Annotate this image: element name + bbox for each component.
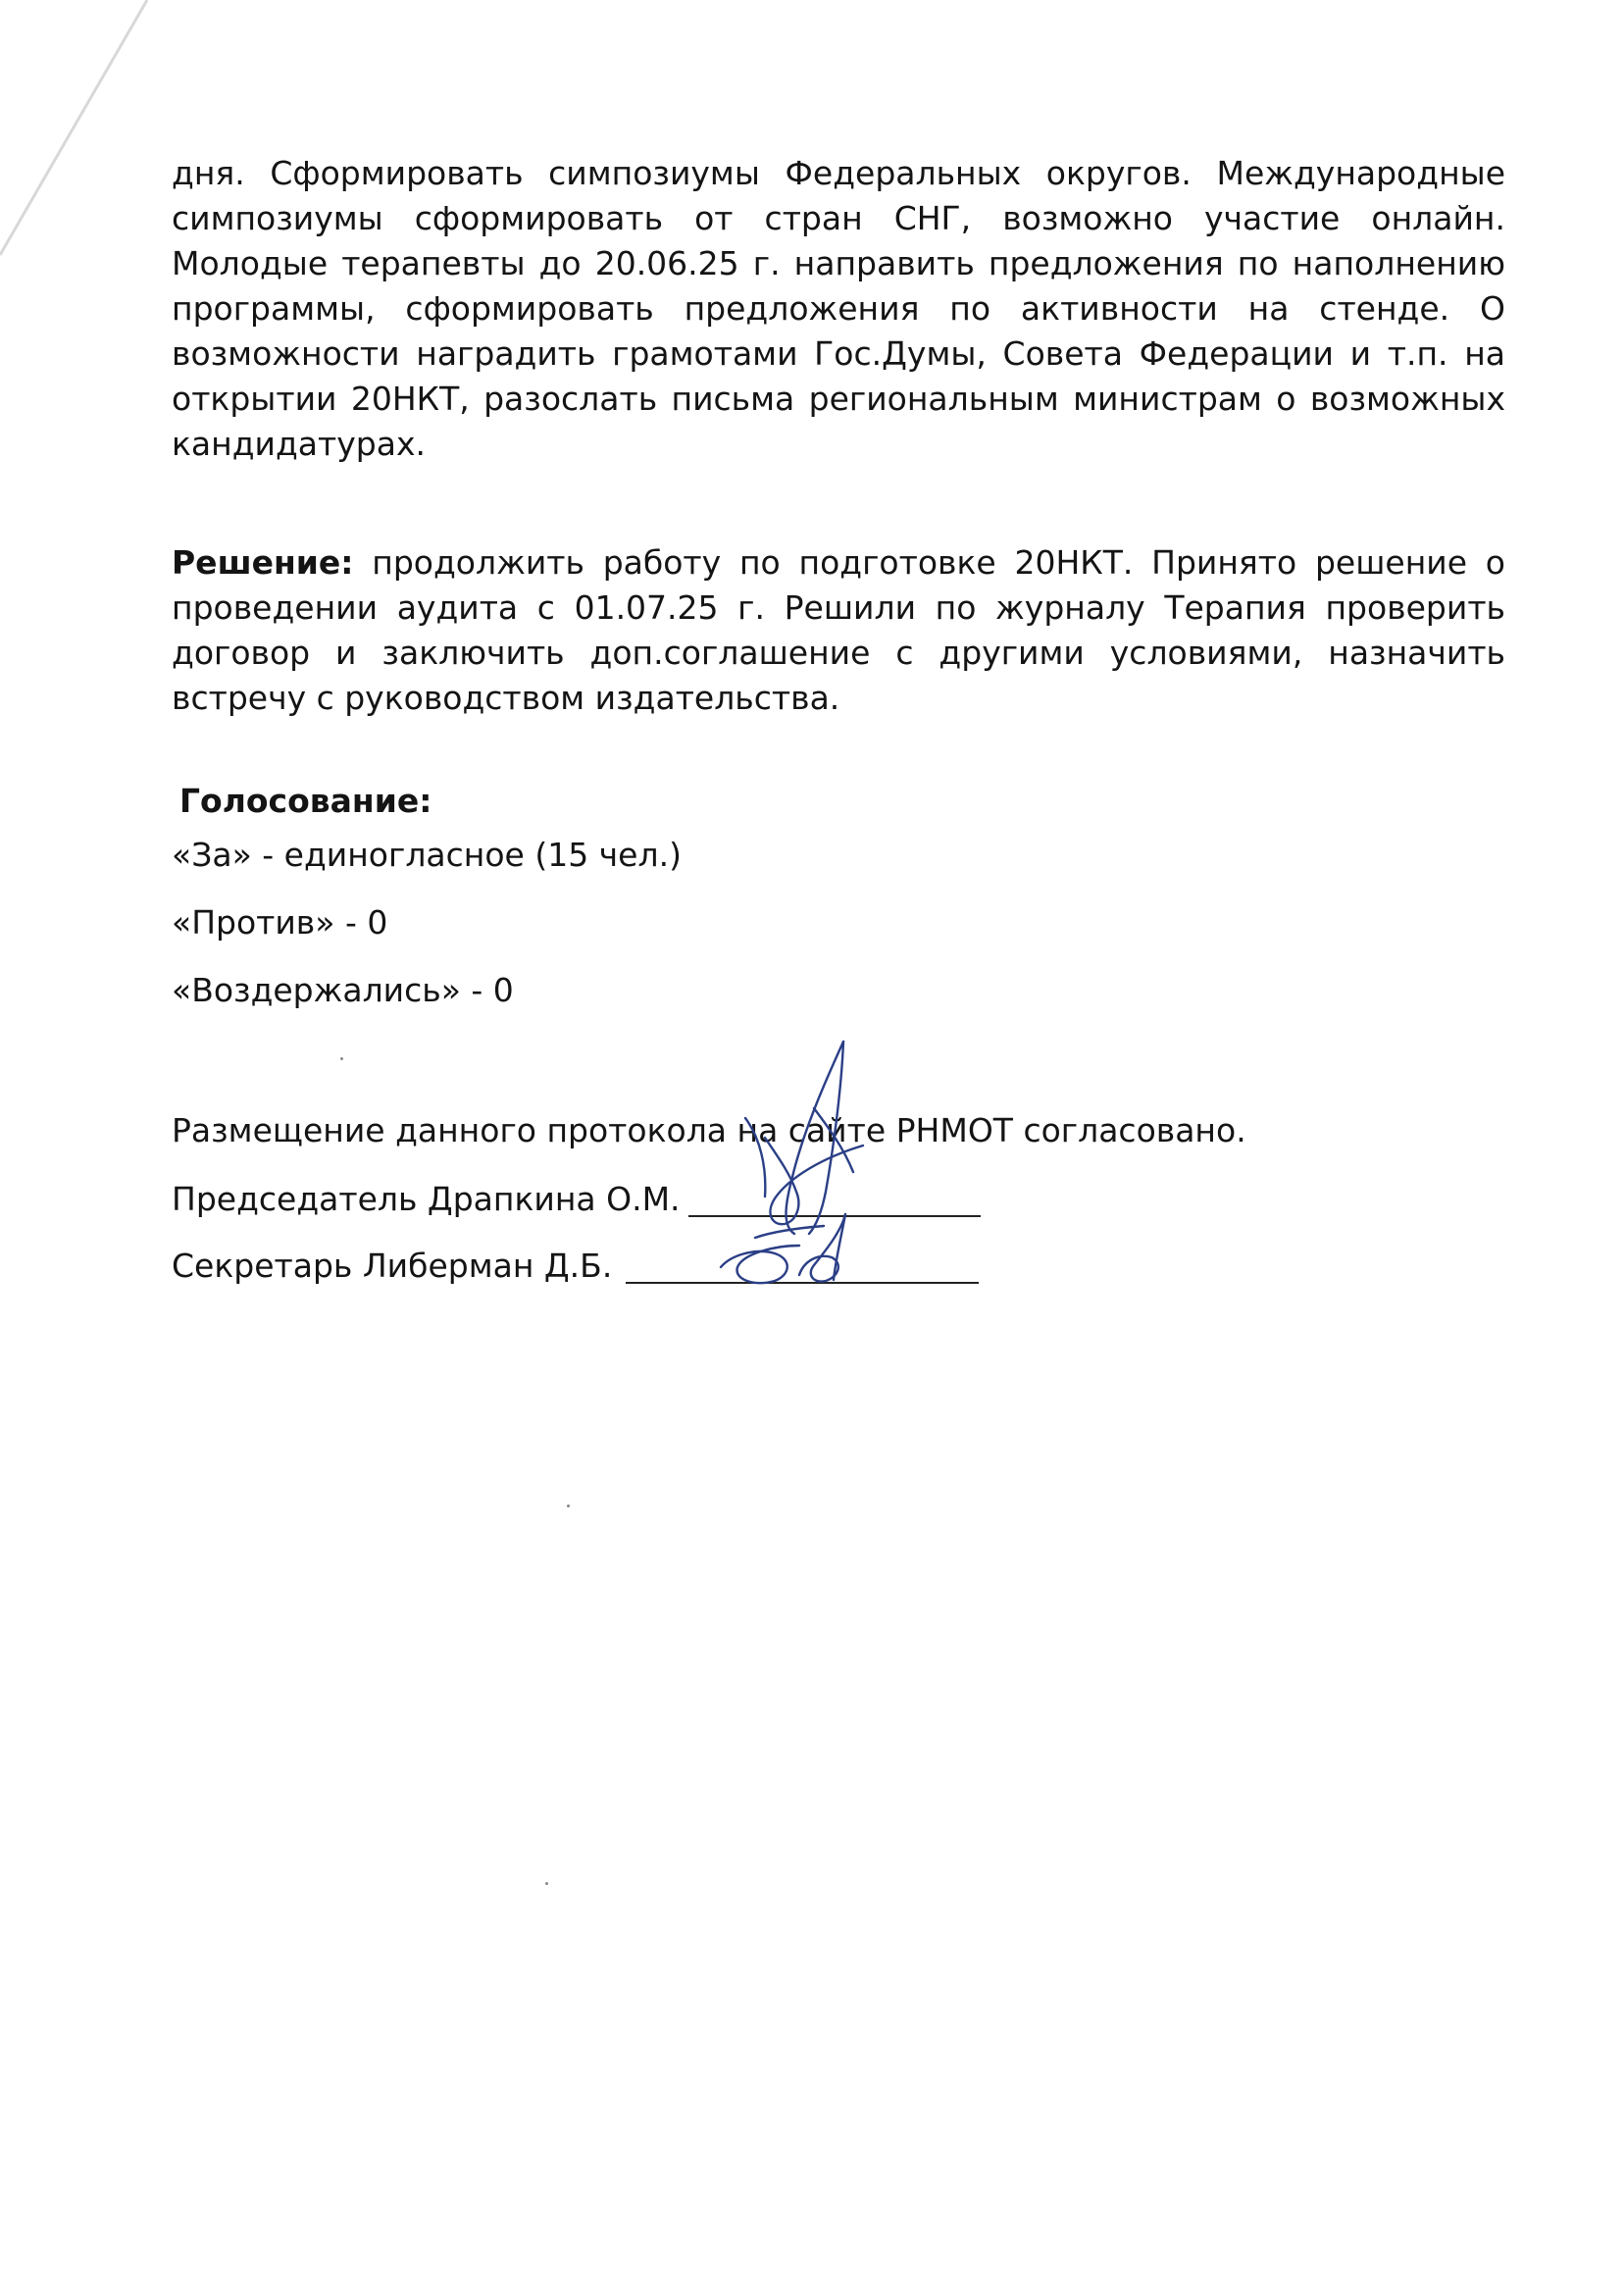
vote-abstained: «Воздержались» - 0 <box>172 971 514 1009</box>
chair-signature-line <box>688 1215 981 1217</box>
decision-label: Решение: <box>172 543 354 582</box>
agenda-paragraph-continuation: дня. Сформировать симпозиумы Федеральных округов. Международные симпозиумы сформировать от стран СНГ, возможно участие онлайн. Молодые терапевты до 20.06.25 г. направить предложения по наполнению программы, сформировать предложения по активности на стенде. О возможности наградить грамотами Гос.Думы, Совета Федерации и т.п. на открытии 20НКТ, разослать письма региональным министрам о возможных кандидатурах. <box>172 154 1505 463</box>
decision-text: продолжить работу по подготовке 20НКТ. Принято решение о проведении аудита с 01.07.25 г. Решили по журналу Терапия проверить договор и заключить доп.соглашение с другими условиями, назначить встречу с руководством издательства. <box>172 543 1505 717</box>
scan-edge-mark <box>0 0 196 294</box>
vote-for: «За» - единогласное (15 чел.) <box>172 836 682 874</box>
scan-speck <box>567 1504 570 1507</box>
secretary-signature-line <box>626 1282 979 1284</box>
secretary-signature <box>721 1214 845 1283</box>
chair-line: Председатель Драпкина О.М. <box>172 1180 681 1218</box>
publication-note: Размещение данного протокола на сайте РНМОТ согласовано. <box>172 1111 1246 1149</box>
vote-against: «Против» - 0 <box>172 903 388 942</box>
voting-heading: Голосование: <box>179 782 432 820</box>
scan-speck <box>340 1057 343 1060</box>
decision-paragraph <box>172 540 1505 721</box>
scan-speck <box>545 1882 548 1885</box>
secretary-line: Секретарь Либерман Д.Б. <box>172 1247 613 1285</box>
